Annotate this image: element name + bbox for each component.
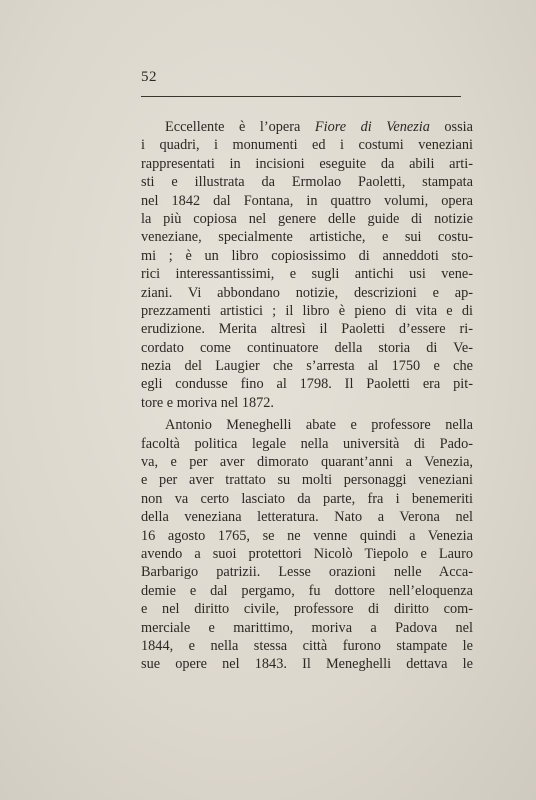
- text-line: egli condusse fino al 1798. Il Paoletti era pit-: [141, 376, 473, 393]
- text-fragment: Eccellente è l’opera: [165, 119, 315, 135]
- italic-title: Fiore di Venezia: [314, 119, 430, 135]
- body-text: [141, 118, 473, 674]
- text-line: della veneziana letteratura. Nato a Verona nel: [141, 509, 473, 526]
- text-line: veneziane, specialmente artistiche, e sui costu-: [141, 229, 473, 246]
- text-line: Antonio Meneghelli abate e professore nella: [165, 417, 473, 434]
- text-line: mi ; è un libro copiosissimo di anneddoti sto-: [141, 247, 473, 264]
- text-line: ziani. Vi abbondano notizie, descrizioni e ap-: [141, 284, 473, 301]
- text-line: 16 agosto 1765, se ne venne quindi a Venezia: [141, 527, 473, 544]
- text-line: e nel diritto civile, professore di diritto com-: [141, 601, 473, 618]
- text-line: nezia del Laugier che s’arresta al 1750 e che: [141, 358, 473, 375]
- text-line: la più copiosa nel genere delle guide di notizie: [141, 210, 473, 227]
- text-line: merciale e marittimo, moriva a Padova nel: [141, 619, 473, 636]
- paragraph: [141, 118, 473, 412]
- text-line: e per aver trattato su molti personaggi veneziani: [141, 472, 473, 489]
- text-line: 1844, e nella stessa città furono stampate le: [141, 637, 473, 654]
- text-line: demie e dal pergamo, fu dottore nell’eloquenza: [141, 582, 473, 599]
- text-line: sti e illustrata da Ermolao Paoletti, stampata: [141, 174, 473, 191]
- text-line: nel 1842 dal Fontana, in quattro volumi, opera: [141, 192, 473, 209]
- text-line: tore e moriva nel 1872.: [141, 394, 275, 411]
- text-line: facoltà politica legale nella università di Pado-: [141, 435, 473, 452]
- text-line: Barbarigo patrizii. Lesse orazioni nelle Acca-: [141, 564, 473, 581]
- text-line: cordato come continuatore della storia di Ve-: [141, 339, 473, 356]
- text-line: rici interessantissimi, e sugli antichi usi vene-: [141, 266, 473, 283]
- header-rule: [141, 96, 461, 97]
- text-line: prezzamenti artistici ; il libro è pieno di vita e di: [141, 302, 473, 319]
- text-line: non va certo lasciato da parte, fra i benemeriti: [141, 490, 473, 507]
- text-line: sue opere nel 1843. Il Meneghelli dettava le: [141, 656, 473, 673]
- text-line: rappresentati in incisioni eseguite da abili arti-: [141, 155, 473, 172]
- text-line: erudizione. Merita altresì il Paoletti d’essere ri-: [141, 321, 473, 338]
- text-line: va, e per aver dimorato quarant’anni a Venezia,: [141, 454, 473, 471]
- text-fragment: ossia: [429, 119, 473, 135]
- text-line: i quadri, i monumenti ed i costumi veneziani: [141, 137, 473, 154]
- paragraph: [141, 416, 473, 673]
- page-number: 52: [141, 69, 157, 85]
- text-line: avendo a suoi protettori Nicolò Tiepolo e Lauro: [141, 545, 473, 562]
- text-line: [141, 118, 473, 136]
